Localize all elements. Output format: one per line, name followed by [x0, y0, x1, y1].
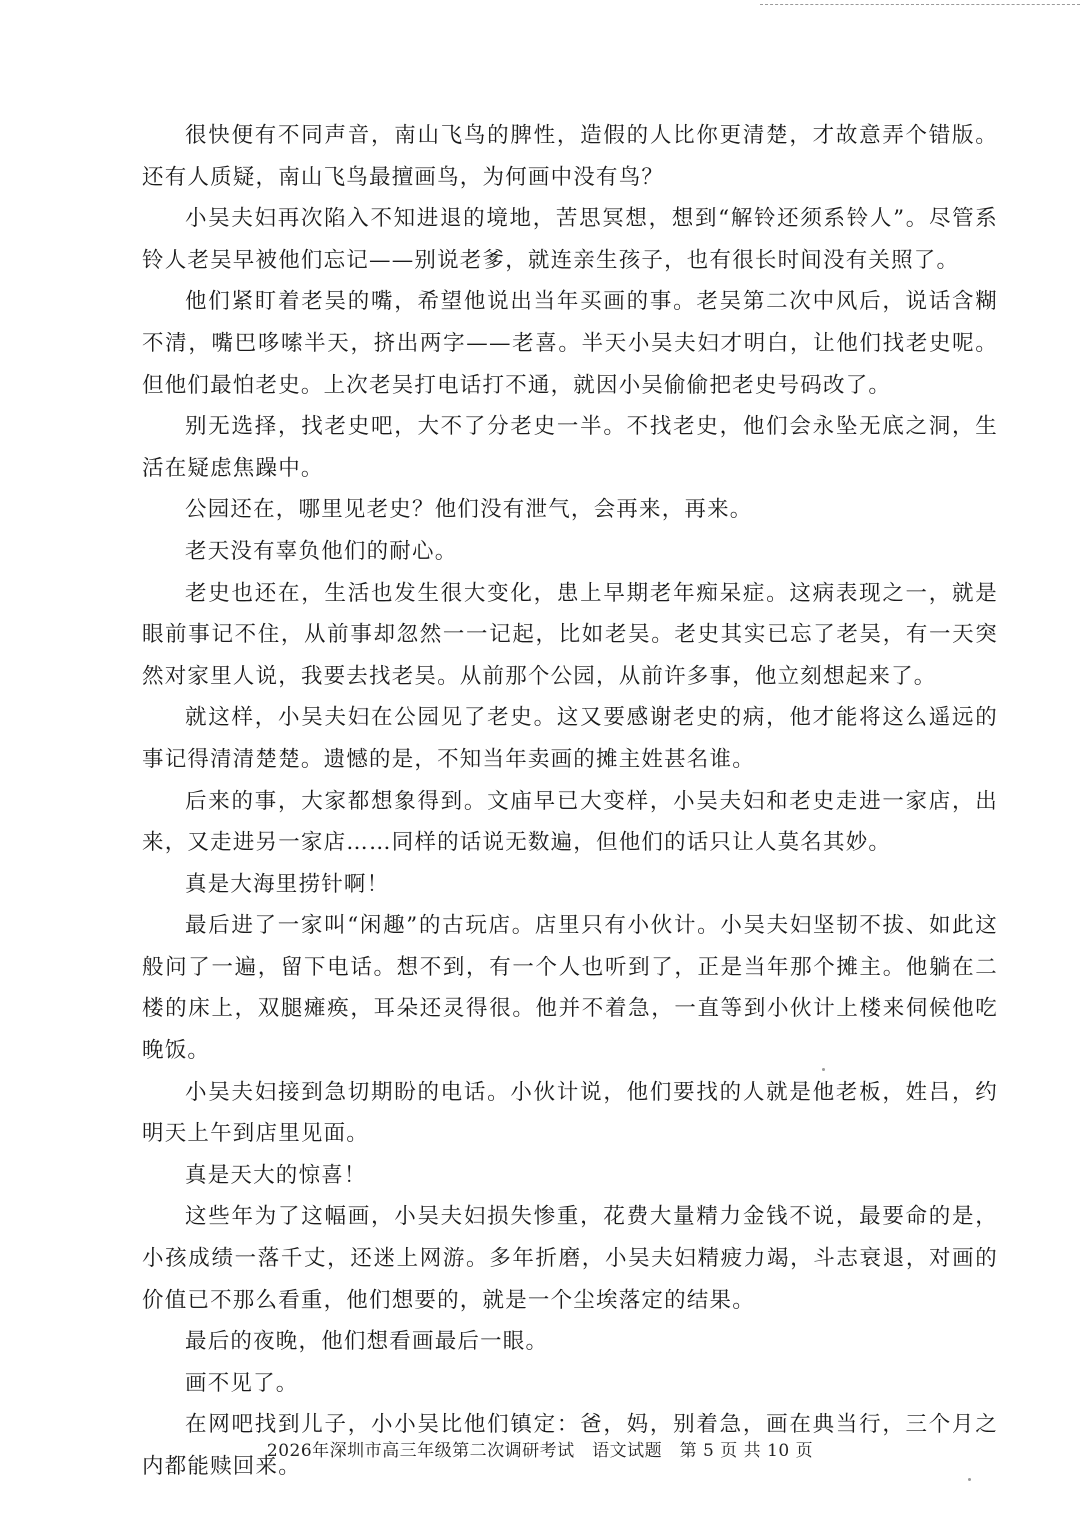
- paragraph: 这些年为了这幅画，小吴夫妇损失惨重，花费大量精力金钱不说，最要命的是，小孩成绩一落千丈，还迷上网游。多年折磨，小吴夫妇精疲力竭，斗志衰退，对画的价值已不那么看重，他们想要的，就是一个尘埃落定的结果。: [142, 1204, 998, 1313]
- paragraph: 后来的事，大家都想象得到。文庙早已大变样，小吴夫妇和老史走进一家店，出来，又走进另一家店……同样的话说无数遍，但他们的话只让人莫名其妙。: [142, 788, 998, 856]
- paragraph: 小吴夫妇再次陷入不知进退的境地，苦思冥想，想到“解铃还须系铃人”。尽管系铃人老吴早被他们忘记——别说老爹，就连亲生孩子，也有很长时间没有关照了。: [142, 206, 998, 273]
- scan-edge-line: [760, 4, 1080, 5]
- scan-speck: [968, 1478, 971, 1481]
- paragraph: 别无选择，找老史吧，大不了分老史一半。不找老史，他们会永坠无底之洞，生活在疑虑焦躁中。: [142, 414, 998, 481]
- paragraph: 最后进了一家叫“闲趣”的古玩店。店里只有小伙计。小吴夫妇坚韧不拔、如此这般问了一遍，留下电话。想不到，有一个人也听到了，正是当年那个摊主。他躺在二楼的床上，双腿瘫痪，耳朵还灵得很。他并不着急，一直等到小伙计上楼来伺候他吃晚饭。: [142, 913, 998, 1064]
- paragraph: 就这样，小吴夫妇在公园见了老史。这又要感谢老史的病，他才能将这么遥远的事记得清清楚楚。遗憾的是，不知当年卖画的摊主姓甚名谁。: [142, 705, 998, 772]
- scan-speck: [822, 1068, 825, 1071]
- paragraph: 他们紧盯着老吴的嘴，希望他说出当年买画的事。老吴第二次中风后，说话含糊不清，嘴巴哆嗦半天，挤出两字——老喜。半天小吴夫妇才明白，让他们找老史呢。但他们最怕老史。上次老吴打电话打不通，就因小吴偷偷把老史号码改了。: [142, 289, 998, 398]
- paragraph: 最后的夜晚，他们想看画最后一眼。: [185, 1329, 549, 1355]
- paragraph: 真是大海里捞针啊！: [185, 871, 390, 897]
- page-footer: 2026年深圳市高三年级第二次调研考试 语文试题 第 5 页 共 10 页: [266, 1441, 814, 1461]
- paragraph: 老天没有辜负他们的耐心。: [185, 538, 458, 564]
- article-body: [142, 115, 998, 1488]
- paragraph: 在网吧找到儿子，小小吴比他们镇定：爸，妈，别着急，画在典当行，三个月之内都能赎回来。: [142, 1412, 998, 1479]
- paragraph: 老史也还在，生活也发生很大变化，患上早期老年痴呆症。这病表现之一，就是眼前事记不住，从前事却忽然一一记起，比如老吴。老史其实已忘了老吴，有一天突然对家里人说，我要去找老吴。从前那个公园，从前许多事，他立刻想起来了。: [142, 580, 998, 689]
- paragraph: 公园还在，哪里见老史？他们没有泄气，会再来，再来。: [185, 497, 753, 523]
- paragraph: 很快便有不同声音，南山飞鸟的脾性，造假的人比你更清楚，才故意弄个错版。还有人质疑，南山飞鸟最擅画鸟，为何画中没有鸟？: [142, 123, 998, 190]
- paragraph: 画不见了。: [185, 1370, 299, 1396]
- paragraph: 真是天大的惊喜！: [185, 1162, 367, 1188]
- paragraph: 小吴夫妇接到急切期盼的电话。小伙计说，他们要找的人就是他老板，姓吕，约明天上午到店里见面。: [142, 1079, 998, 1147]
